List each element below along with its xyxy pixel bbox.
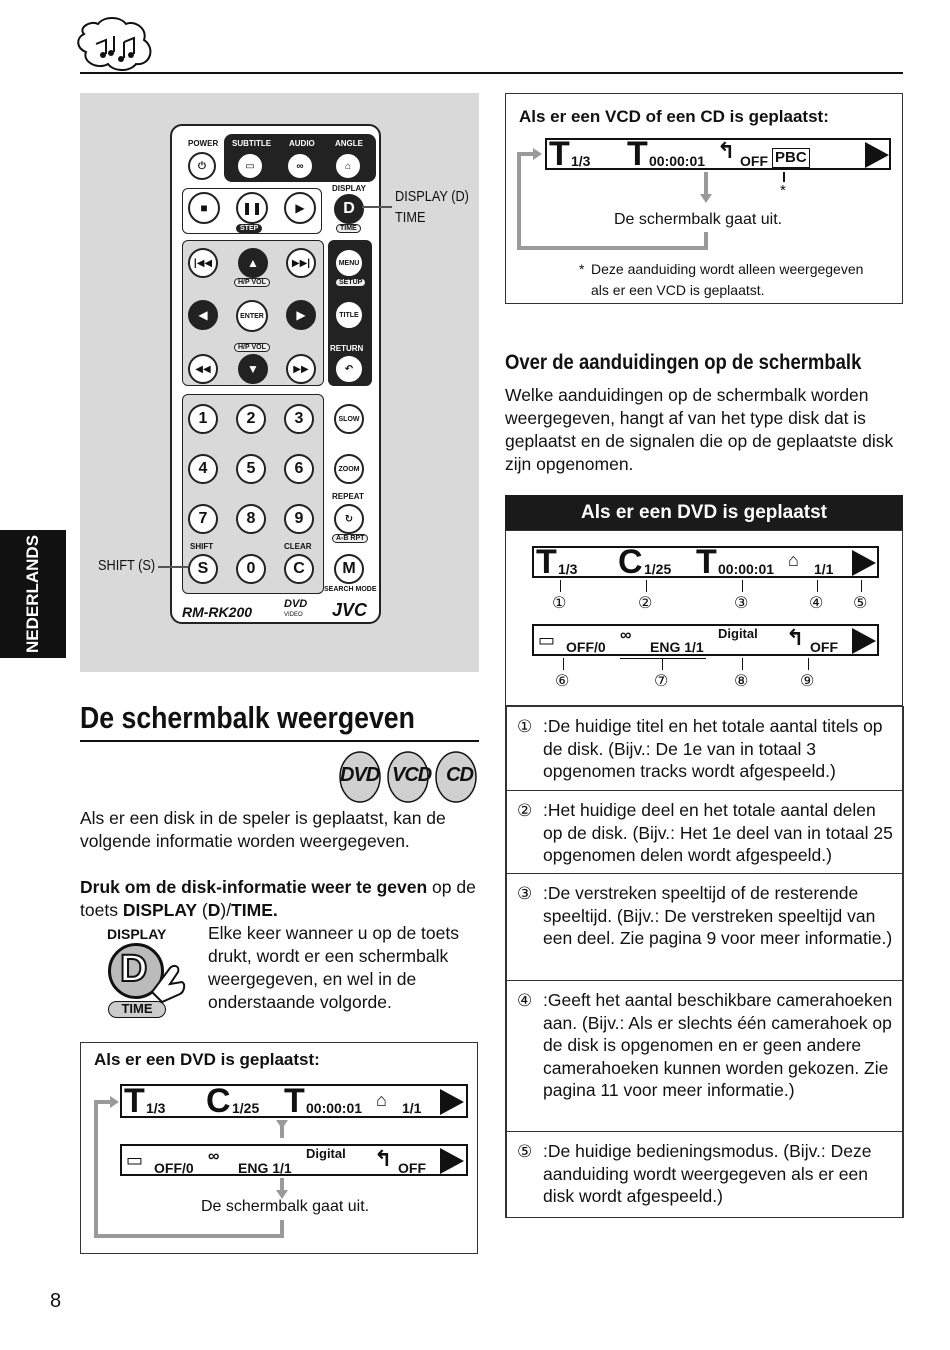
audio-icon: ∞	[620, 627, 632, 644]
digital-indicator: Digital	[306, 1146, 346, 1161]
power-label: POWER	[188, 139, 219, 148]
time-label: TIME	[336, 224, 361, 233]
marker-5: ⑤	[853, 595, 868, 612]
angle-icon: ⌂	[376, 1090, 387, 1110]
slow-button[interactable]: SLOW	[334, 404, 364, 434]
dvd-osd-bar-1: T 1/3 C 1/25 T 00:00:01 ⌂ 1/1	[120, 1084, 468, 1118]
marker-8: ⑧	[734, 673, 749, 690]
up-button[interactable]: ▲	[238, 248, 268, 278]
key-8-button[interactable]: 8	[236, 504, 266, 534]
section-title: Over de aanduidingen op de schermbalk	[505, 351, 862, 374]
clear-label: CLEAR	[284, 542, 312, 551]
key-5-button[interactable]: 5	[236, 454, 266, 484]
page-title: De schermbalk weergeven	[80, 700, 415, 735]
display-label: DISPLAY	[332, 184, 366, 193]
dvd-off-text: De schermbalk gaat uit.	[201, 1198, 370, 1215]
return-label: RETURN	[330, 344, 364, 353]
list-item: ④ :Geeft het aantal beschikbare camerahoeken aan. (Bijv.: Als er slechts één camerahoek op de disk is opgenomen en er geen andere camerahoeken kunnen worden gekozen. Zie pagina 11 voor meer informatie.)	[505, 980, 903, 1131]
key-6-button[interactable]: 6	[284, 454, 314, 484]
marker-4: ④	[809, 595, 824, 612]
title-rule	[80, 740, 479, 742]
time-callout: TIME	[395, 209, 426, 226]
hp-vol-top-label: H/P VOL	[234, 278, 270, 287]
display-callout-line	[362, 206, 392, 208]
stop-button[interactable]: ■	[188, 192, 220, 224]
repeat-label: REPEAT	[332, 492, 364, 501]
shift-callout-line	[158, 566, 188, 568]
hp-vol-bottom-label: H/P VOL	[234, 343, 270, 352]
key-7-button[interactable]: 7	[188, 504, 218, 534]
marker-6: ⑥	[555, 673, 570, 690]
angle-icon: ⌂	[788, 550, 799, 570]
subtitle-button[interactable]: ▭	[236, 152, 264, 180]
time-button-label: TIME	[108, 1001, 166, 1018]
fast-forward-button[interactable]: ▶▶	[286, 354, 316, 384]
ab-repeat-label: A-B RPT	[332, 534, 368, 543]
repeat-icon: ↰	[786, 625, 805, 650]
angle-button[interactable]: ⌂	[334, 152, 362, 180]
subtitle-icon: ▭	[126, 1150, 144, 1170]
marker-2: ②	[638, 595, 653, 612]
vcd-badge: VCD	[392, 764, 432, 786]
display-button-label: DISPLAY	[107, 926, 167, 942]
repeat-button[interactable]: ↻	[334, 504, 364, 534]
zoom-button[interactable]: ZOOM	[334, 454, 364, 484]
dvd-diagram-bar-1: T 1/3 C 1/25 T 00:00:01 ⌂ 1/1	[532, 546, 879, 578]
press-description: Elke keer wanneer u op de toets drukt, wordt er een schermbalk weergegeven, en wel in de onderstaande volgorde.	[208, 923, 459, 1012]
next-button[interactable]: ▶▶|	[286, 248, 316, 278]
dvd-header: Als er een DVD is geplaatst	[505, 495, 903, 530]
display-button[interactable]: D	[334, 194, 364, 224]
marker-9: ⑨	[800, 673, 815, 690]
menu-button[interactable]: MENU	[334, 248, 364, 278]
key-1-button[interactable]: 1	[188, 404, 218, 434]
repeat-icon: ↰	[374, 1146, 393, 1171]
marker-3: ③	[734, 595, 749, 612]
cd-badge: CD	[446, 764, 473, 786]
footnote-line-2: als er een VCD is geplaatst.	[591, 282, 765, 298]
audio-button[interactable]: ∞	[286, 152, 314, 180]
dvd-logo: DVD	[284, 598, 308, 610]
list-item: ② :Het huidige deel en het totale aantal delen op de disk. (Bijv.: Het 1e deel van in totaal 25 opgenomen delen wordt afgespeeld.)	[505, 790, 903, 873]
key-0-button[interactable]: 0	[236, 554, 266, 584]
vcd-off-text: De schermbalk gaat uit.	[614, 211, 783, 228]
enter-button[interactable]: ENTER	[236, 300, 268, 332]
music-notes-icon	[76, 14, 158, 72]
rewind-button[interactable]: ◀◀	[188, 354, 218, 384]
vcd-box-heading: Als er een VCD of een CD is geplaatst:	[519, 107, 829, 126]
dvd-badge: DVD	[340, 764, 380, 786]
return-button[interactable]: ↶	[334, 354, 364, 384]
setup-label: SETUP	[335, 278, 366, 287]
audio-icon: ∞	[208, 1148, 220, 1165]
key-9-button[interactable]: 9	[284, 504, 314, 534]
remote-control-illustration	[170, 124, 381, 624]
key-3-button[interactable]: 3	[284, 404, 314, 434]
play-button[interactable]: ▶	[284, 192, 316, 224]
list-item: ⑤ :De huidige bedieningsmodus. (Bijv.: Deze aanduiding wordt weergegeven als er een disk wordt afgespeeld.)	[505, 1131, 903, 1218]
vcd-osd-bar: T 1/3 T 00:00:01 ↰ OFF PBC	[545, 138, 891, 170]
dvd-diagram-bar-2: ▭ OFF/0 ∞ ENG 1/1 Digital ↰ OFF	[532, 624, 879, 656]
power-button[interactable]: ⏻	[188, 152, 216, 180]
pbc-footnote-mark: *	[780, 182, 786, 199]
subtitle-icon: ▭	[538, 630, 556, 650]
dvd-box-heading: Als er een DVD is geplaatst:	[94, 1050, 320, 1069]
list-item: ③ :De verstreken speeltijd of de resterende speeltijd. (Bijv.: De verstreken speeltijd van een deel. Zie pagina 9 voor meer informatie.)	[505, 873, 903, 980]
clear-button[interactable]: C	[284, 554, 314, 584]
display-callout: DISPLAY (D)	[395, 188, 469, 205]
sequence-loop-line	[94, 1100, 98, 1236]
shift-button[interactable]: S	[188, 554, 218, 584]
repeat-icon: ↰	[717, 138, 736, 163]
footnote-line-1: Deze aanduiding wordt alleen weergegeven	[591, 261, 864, 277]
pressing-finger-icon	[148, 962, 188, 1004]
shift-label: SHIFT	[190, 542, 214, 551]
brand-logo: JVC	[332, 600, 368, 620]
header-rule	[80, 72, 903, 74]
section-paragraph: Welke aanduidingen op de schermbalk worden weergegeven, hangt af van het type disk dat is geplaatst en de signalen die op de geplaatste disk zijn opgenomen.	[505, 385, 894, 474]
pause-button[interactable]: ❚❚	[236, 192, 268, 224]
search-mode-button[interactable]: M	[334, 554, 364, 584]
list-item: ① :De huidige titel en het totale aantal titels op de disk. (Bijv.: De 1e van in totaal 3 opgenomen tracks wordt afgespeeld.)	[505, 706, 903, 790]
angle-label: ANGLE	[335, 139, 363, 148]
play-status-icon	[440, 1089, 464, 1115]
down-button[interactable]: ▼	[238, 354, 268, 384]
dvd-logo-sub: VIDEO	[284, 612, 303, 618]
marker-7: ⑦	[654, 673, 669, 690]
previous-button[interactable]: |◀◀	[188, 248, 218, 278]
model-name: RM-RK200	[182, 604, 253, 620]
audio-label: AUDIO	[289, 139, 315, 148]
instruction-paragraph: Druk om de disk-informatie weer te geven op de toets DISPLAY (D)/TIME.	[80, 877, 476, 920]
dvd-osd-bar-2: ▭ OFF/0 ∞ ENG 1/1 Digital ↰ OFF	[120, 1144, 468, 1176]
language-tab: NEDERLANDS	[0, 530, 66, 658]
left-button[interactable]: ◀	[188, 300, 218, 330]
page-number: 8	[50, 1290, 62, 1312]
subtitle-label: SUBTITLE	[232, 139, 272, 148]
step-label: STEP	[236, 224, 262, 233]
shift-callout: SHIFT (S)	[98, 557, 156, 574]
digital-indicator: Digital	[718, 626, 758, 641]
key-2-button[interactable]: 2	[236, 404, 266, 434]
marker-1: ①	[552, 595, 567, 612]
intro-paragraph: Als er een disk in de speler is geplaatst, kan de volgende informatie worden weergegeven.	[80, 808, 446, 851]
footnote-star: *	[579, 261, 585, 277]
right-button[interactable]: ▶	[286, 300, 316, 330]
display-button-letter: D	[120, 948, 148, 990]
pbc-indicator: PBC	[772, 148, 810, 168]
key-4-button[interactable]: 4	[188, 454, 218, 484]
search-mode-label: SEARCH MODE	[324, 586, 377, 593]
title-button[interactable]: TITLE	[334, 300, 364, 330]
